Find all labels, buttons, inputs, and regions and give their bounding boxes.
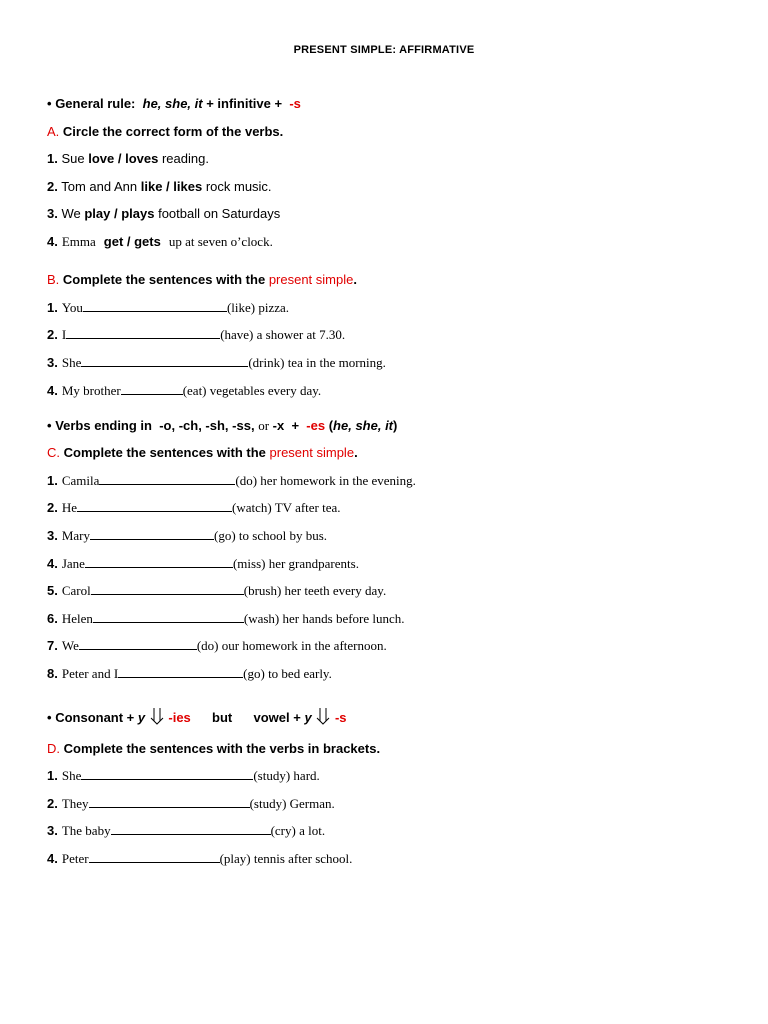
- rule-y: y: [304, 710, 312, 725]
- rule-suffix: -s: [334, 710, 347, 725]
- item-number: 8.: [47, 666, 58, 681]
- rule-subject: he, she, it: [333, 418, 394, 433]
- item-rest: (watch) TV after tea.: [232, 500, 341, 515]
- list-item: [47, 556, 359, 572]
- item-rest: (cry) a lot.: [270, 823, 326, 838]
- rule-label: Verbs ending in: [55, 418, 152, 433]
- item-rest: reading.: [161, 151, 209, 166]
- list-item: [47, 611, 405, 627]
- item-subject: Mary: [61, 528, 91, 543]
- item-subject: Sue: [61, 151, 85, 166]
- list-item: [47, 473, 416, 489]
- verb-choice[interactable]: play / plays: [84, 206, 155, 221]
- answer-blank[interactable]: [121, 383, 183, 395]
- item-subject: She: [61, 355, 82, 370]
- answer-blank[interactable]: [111, 823, 271, 835]
- item-rest: (play) tennis after school.: [219, 851, 353, 866]
- section-instruction: Circle the correct form of the verbs.: [62, 124, 284, 139]
- item-number: 2.: [47, 327, 58, 342]
- verb-choice[interactable]: get / gets: [103, 234, 161, 249]
- item-subject: He: [61, 500, 78, 515]
- item-subject: They: [61, 796, 89, 811]
- rule-x: -x: [272, 418, 285, 433]
- item-rest: (study) German.: [249, 796, 335, 811]
- rule-subject: he, she, it: [142, 96, 203, 111]
- rule-paren: ): [393, 418, 398, 433]
- list-item: [47, 638, 387, 654]
- section-letter: C.: [47, 445, 60, 460]
- rule-but: but: [212, 710, 233, 725]
- item-subject: Jane: [61, 556, 85, 571]
- verb-choice[interactable]: love / loves: [88, 151, 159, 166]
- answer-blank[interactable]: [89, 851, 220, 863]
- item-number: 1.: [47, 300, 58, 315]
- item-subject: I: [61, 327, 67, 342]
- item-rest: (do) our homework in the afternoon.: [196, 638, 387, 653]
- answer-blank[interactable]: [85, 556, 233, 568]
- rule-suffix: -s: [289, 96, 301, 111]
- rule-label: General rule:: [55, 96, 136, 111]
- item-subject: My brother: [61, 383, 121, 398]
- section-highlight: present simple: [269, 445, 355, 460]
- item-subject: The baby: [61, 823, 111, 838]
- answer-blank[interactable]: [93, 611, 244, 623]
- item-rest: (study) hard.: [253, 768, 320, 783]
- list-item: [47, 528, 327, 544]
- page-title: PRESENT SIMPLE: AFFIRMATIVE: [293, 44, 475, 56]
- item-number: 3.: [47, 528, 58, 543]
- item-number: 1.: [47, 151, 58, 166]
- section-instruction: Complete the sentences with the verbs in brackets.: [63, 741, 381, 756]
- answer-blank[interactable]: [81, 768, 253, 780]
- list-item: [47, 327, 345, 343]
- double-down-arrow-icon: [315, 707, 331, 729]
- answer-blank[interactable]: [91, 583, 244, 595]
- item-rest: (brush) her teeth every day.: [243, 583, 387, 598]
- list-item: [47, 796, 335, 812]
- item-rest: (wash) her hands before lunch.: [243, 611, 405, 626]
- bullet: •: [47, 418, 52, 433]
- item-rest: football on Saturdays: [158, 206, 281, 221]
- answer-blank[interactable]: [83, 300, 227, 312]
- item-subject: Peter and I: [61, 666, 119, 681]
- item-rest: (do) her homework in the evening.: [235, 473, 416, 488]
- item-subject: Emma: [61, 234, 96, 249]
- verbs-ending-rule: [47, 418, 397, 434]
- section-b-heading: [47, 272, 357, 288]
- answer-blank[interactable]: [79, 638, 197, 650]
- item-number: 7.: [47, 638, 58, 653]
- section-c-heading: [47, 445, 358, 461]
- section-d-heading: [47, 741, 380, 757]
- answer-blank[interactable]: [81, 355, 248, 367]
- rule-suffix: -ies: [168, 710, 191, 725]
- rule-plus: +: [291, 418, 300, 433]
- item-subject: We: [61, 206, 81, 221]
- item-rest: (go) to school by bus.: [214, 528, 328, 543]
- item-rest: (eat) vegetables every day.: [182, 383, 322, 398]
- section-instruction: Complete the sentences with the: [63, 445, 266, 460]
- answer-blank[interactable]: [89, 796, 250, 808]
- item-number: 3.: [47, 355, 58, 370]
- answer-blank[interactable]: [90, 528, 214, 540]
- item-subject: Helen: [61, 611, 93, 626]
- bullet: •: [47, 96, 52, 111]
- item-number: 4.: [47, 234, 58, 249]
- list-item: [47, 355, 386, 371]
- section-highlight: present simple: [268, 272, 354, 287]
- rule-consonant: Consonant +: [55, 710, 135, 725]
- item-number: 5.: [47, 583, 58, 598]
- section-instruction: Complete the sentences with the: [62, 272, 266, 287]
- bullet: •: [47, 710, 52, 725]
- section-a-heading: [47, 124, 283, 140]
- item-rest: (like) pizza.: [226, 300, 290, 315]
- list-item: [47, 179, 272, 195]
- general-rule: [47, 96, 301, 112]
- list-item: [47, 823, 325, 839]
- item-subject: Tom and Ann: [61, 179, 138, 194]
- item-subject: She: [61, 768, 82, 783]
- item-rest: (have) a shower at 7.30.: [220, 327, 346, 342]
- answer-blank[interactable]: [77, 500, 232, 512]
- list-item: [47, 583, 386, 599]
- item-subject: We: [61, 638, 79, 653]
- verb-choice[interactable]: like / likes: [140, 179, 203, 194]
- section-end: .: [353, 272, 357, 287]
- section-end: .: [354, 445, 358, 460]
- list-item: [47, 383, 321, 399]
- rule-paren: (: [328, 418, 334, 433]
- item-rest: rock music.: [205, 179, 272, 194]
- list-item: [47, 234, 273, 250]
- list-item: [47, 500, 341, 516]
- item-number: 3.: [47, 823, 58, 838]
- consonant-y-rule: [47, 707, 347, 729]
- section-letter: A.: [47, 124, 60, 139]
- item-number: 6.: [47, 611, 58, 626]
- list-item: [47, 206, 280, 222]
- rule-vowel: vowel +: [253, 710, 301, 725]
- item-subject: Camila: [61, 473, 100, 488]
- item-subject: Peter: [61, 851, 89, 866]
- item-number: 4.: [47, 851, 58, 866]
- item-rest: (go) to bed early.: [243, 666, 332, 681]
- item-number: 1.: [47, 473, 58, 488]
- list-item: [47, 300, 289, 316]
- rule-endings: -o, -ch, -sh, -ss,: [159, 418, 255, 433]
- item-rest: (drink) tea in the morning.: [248, 355, 386, 370]
- item-subject: Carol: [61, 583, 91, 598]
- list-item: [47, 151, 209, 167]
- item-rest: up at seven o’clock.: [168, 234, 273, 249]
- item-number: 1.: [47, 768, 58, 783]
- item-number: 2.: [47, 500, 58, 515]
- list-item: [47, 851, 352, 867]
- double-down-arrow-icon: [149, 707, 165, 729]
- item-rest: (miss) her grandparents.: [232, 556, 359, 571]
- rule-suffix: -es: [306, 418, 326, 433]
- answer-blank[interactable]: [99, 473, 235, 485]
- section-letter: D.: [47, 741, 60, 756]
- rule-y: y: [137, 710, 146, 725]
- list-item: [47, 768, 320, 784]
- item-number: 2.: [47, 179, 58, 194]
- item-number: 2.: [47, 796, 58, 811]
- list-item: [47, 666, 332, 682]
- answer-blank[interactable]: [118, 666, 243, 678]
- rule-or: or: [258, 418, 270, 433]
- item-number: 4.: [47, 383, 58, 398]
- item-number: 3.: [47, 206, 58, 221]
- item-number: 4.: [47, 556, 58, 571]
- item-subject: You: [61, 300, 83, 315]
- rule-formula: + infinitive +: [206, 96, 283, 111]
- section-letter: B.: [47, 272, 60, 287]
- answer-blank[interactable]: [66, 327, 220, 339]
